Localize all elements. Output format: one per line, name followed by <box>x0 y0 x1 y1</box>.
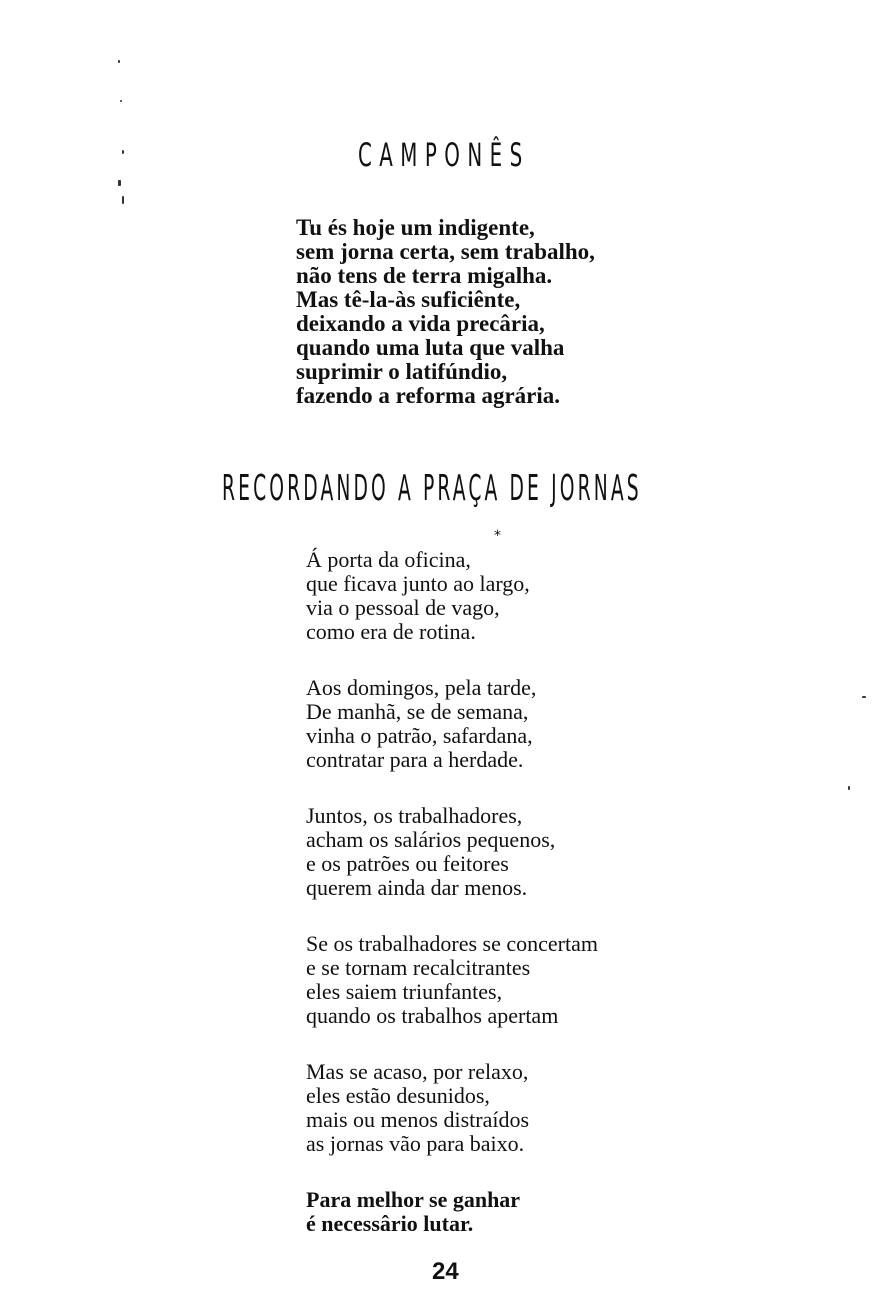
poem-campones <box>296 216 595 408</box>
poem-line: Aos domingos, pela tarde, <box>306 675 537 700</box>
poem-line: eles estão desunidos, <box>306 1083 490 1108</box>
poem-title-recordando: RECORDANDO A PRAÇA DE JORNAS <box>222 468 642 509</box>
poem-line: Mas se acaso, por relaxo, <box>306 1059 529 1084</box>
poem-line: Tu és hoje um indigente, <box>296 215 535 240</box>
poem-line: deixando a vida precâria, <box>296 311 545 336</box>
poem-line: e se tornam recalcitrantes <box>306 955 531 980</box>
poem-line: Juntos, os trabalhadores, <box>306 803 523 828</box>
poem-line: mais ou menos distraídos <box>306 1107 530 1132</box>
page-number: 24 <box>432 1258 459 1285</box>
poem-line: que ficava junto ao largo, <box>306 571 530 596</box>
poem-line: acham os salários pequenos, <box>306 827 556 852</box>
poem-line: suprimir o latifúndio, <box>296 359 508 384</box>
scan-speck <box>122 150 124 154</box>
poem-line: e os patrões ou feitores <box>306 851 509 876</box>
poem-line: quando uma luta que valha <box>296 335 565 360</box>
poem-line: Á porta da oficina, <box>306 547 471 572</box>
scan-speck <box>848 786 850 790</box>
stanza <box>306 804 598 900</box>
stanza <box>306 1060 598 1156</box>
poem-line: é necessârio lutar. <box>306 1211 474 1236</box>
poem-line: querem ainda dar menos. <box>306 875 528 900</box>
poem-line: Se os trabalhadores se concertam <box>306 931 598 956</box>
stanza <box>306 676 598 772</box>
poem-line: fazendo a reforma agrária. <box>296 383 560 408</box>
scan-speck <box>118 180 121 186</box>
scan-speck <box>862 696 866 698</box>
stanza <box>306 932 598 1028</box>
poem-line: via o pessoal de vago, <box>306 595 500 620</box>
poem-line: contratar para a herdade. <box>306 747 524 772</box>
stanza <box>306 548 598 644</box>
poem-line: sem jorna certa, sem trabalho, <box>296 239 595 264</box>
stanza <box>306 1188 598 1236</box>
poem-line: quando os trabalhos apertam <box>306 1003 559 1028</box>
scan-speck <box>120 100 122 102</box>
poem-line: não tens de terra migalha. <box>296 263 553 288</box>
scan-speck <box>122 196 124 204</box>
poem-line: como era de rotina. <box>306 619 476 644</box>
poem-line: vinha o patrão, safardana, <box>306 723 533 748</box>
poem-line: Para melhor se ganhar <box>306 1187 521 1212</box>
scan-speck <box>118 60 120 63</box>
poem-line: as jornas vão para baixo. <box>306 1131 525 1156</box>
poem-recordando <box>306 548 598 1268</box>
poem-line: eles saiem triunfantes, <box>306 979 503 1004</box>
poem-line: Mas tê-la-às suficiênte, <box>296 287 521 312</box>
poem-line: De manhã, se de semana, <box>306 699 529 724</box>
asterisk-mark: * <box>494 528 501 544</box>
poem-title-campones: CAMPONÊS <box>358 136 530 174</box>
